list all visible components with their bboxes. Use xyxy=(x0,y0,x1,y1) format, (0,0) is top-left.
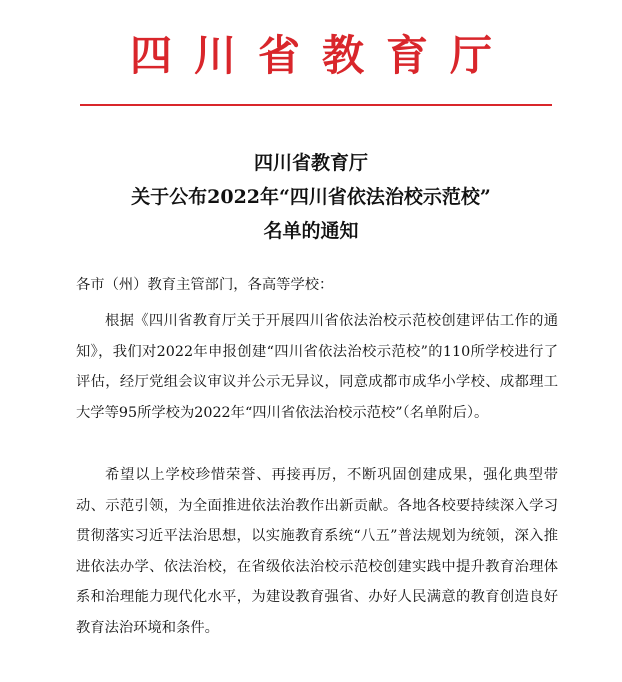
salutation: 各市（州）教育主管部门，各高等学校： xyxy=(76,277,334,293)
document-title xyxy=(0,146,622,248)
letterhead-red-rule xyxy=(80,104,552,106)
title-line-1: 四川省教育厅 xyxy=(253,152,368,174)
paragraph-1: 根据《四川省教育厅关于开展四川省依法治校示范校创建评估工作的通知》，我们对2022年申报创建“四川省依法治校示范校”的110所学校进行了评估，经厅党组会议审议并公示无异议，同意成都市成华小学校、成都理工大学等95所学校为2022年“四川省依法治校示范校”（名单附后）。 xyxy=(76,313,558,421)
letterhead-org-name: 四川省教育厅 xyxy=(129,31,514,80)
paragraph-2: 希望以上学校珍惜荣誉、再接再厉，不断巩固创建成果，强化典型带动、示范引领，为全面推进依法治教作出新贡献。各地各校要持续深入学习贯彻落实习近平法治思想，以实施教育系统“八五”普法规划为统领，深入推进依法办学、依法治校，在省级依法治校示范校创建实践中提升教育治理体系和治理能力现代化水平，为建设教育强省、办好人民满意的教育创造良好教育法治环境和条件。 xyxy=(76,467,558,636)
title-line-3: 名单的通知 xyxy=(263,220,359,242)
title-line-2: 关于公布2022年“四川省依法治校示范校” xyxy=(131,186,491,208)
